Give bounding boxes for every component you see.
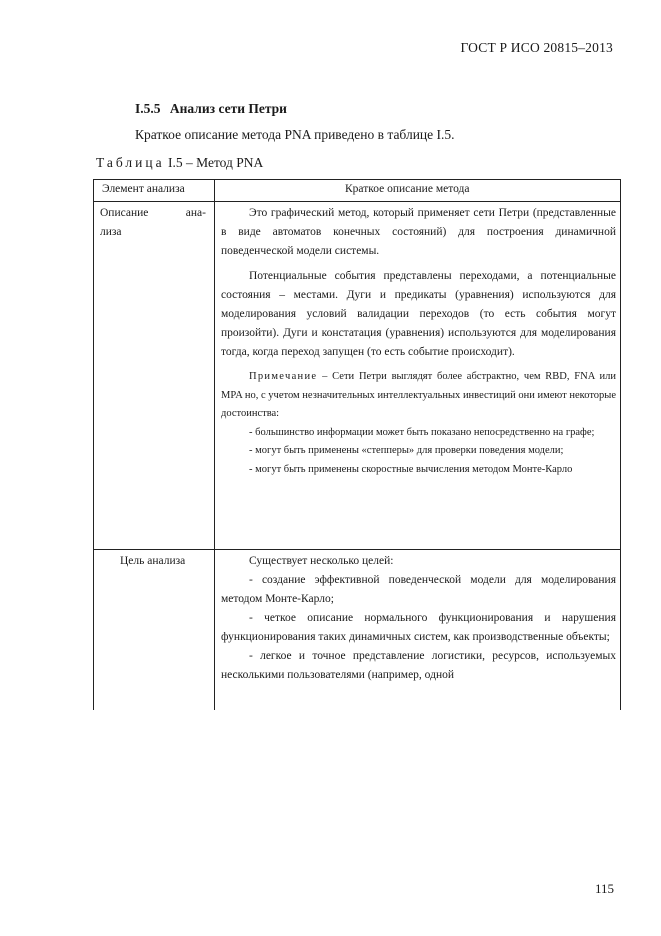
table-cell-element bbox=[94, 204, 214, 242]
table-caption-title: I.5 – Метод PNA bbox=[164, 155, 264, 170]
row-divider bbox=[94, 549, 620, 550]
cell-text-line: лиза bbox=[100, 226, 122, 238]
note-item: - большинство информации может быть показано непосредственно на графе; bbox=[249, 426, 595, 438]
table-caption bbox=[96, 155, 263, 171]
page-number: 115 bbox=[594, 881, 614, 896]
header-row-divider bbox=[94, 201, 620, 202]
section-title: Анализ сети Петри bbox=[169, 101, 287, 116]
goal-item: - легкое и точное представление логистики, ресурсов, используемых несколькими пользователями (например, одной bbox=[221, 650, 616, 681]
section-number: I.5.5 bbox=[135, 101, 161, 116]
table-header-description: Краткое описание метода bbox=[345, 183, 470, 195]
description-paragraph: Потенциальные события представлены переходами, а потенциальные состояния – местами. Дуги и предикаты (уравнения) используются для моделирования условий валидации переходов (то есть события могут произойти). Дуги и констатация (уравнения) используются для моделирования тогда, когда переход запущен (то есть событие происходит). bbox=[221, 270, 616, 358]
table-cell-description bbox=[215, 552, 622, 685]
section-heading bbox=[135, 101, 287, 117]
goal-item: - создание эффективной поведенческой модели для моделирования методом Монте-Карло; bbox=[221, 574, 616, 605]
note-label: Примечание bbox=[249, 371, 318, 382]
method-table bbox=[93, 179, 621, 710]
note bbox=[221, 368, 616, 424]
table-cell-element: Цель анализа bbox=[120, 555, 186, 567]
description-paragraph: Это графический метод, который применяет сети Петри (представленные в виде автоматов конечных состояний) для построения динамичной поведенческой модели системы. bbox=[221, 207, 616, 257]
description-lead: Существует несколько целей: bbox=[249, 555, 394, 567]
goal-item: - четкое описание нормального функционирования и нарушения функционирования таких динамичных систем, как производственные объекты; bbox=[221, 612, 616, 643]
table-cell-description bbox=[215, 204, 622, 479]
note-item: - могут быть применены «степперы» для проверки поведения модели; bbox=[249, 445, 564, 456]
table-caption-label: Таблица bbox=[96, 155, 165, 170]
section-intro: Краткое описание метода PNA приведено в таблице I.5. bbox=[135, 127, 455, 142]
table-header-element: Элемент анализа bbox=[102, 183, 185, 195]
cell-text-line: Описание ана- bbox=[100, 207, 206, 219]
document-header: ГОСТ Р ИСО 20815–2013 bbox=[460, 40, 613, 55]
note-item: - могут быть применены скоростные вычисления методом Монте-Карло bbox=[249, 463, 573, 475]
note-text: – Сети Петри выглядят более абстрактно, чем RBD, FNA или MPA но, с учетом незначительных интеллектуальных инвестиций они имеют некоторые достоинства: bbox=[221, 371, 616, 419]
